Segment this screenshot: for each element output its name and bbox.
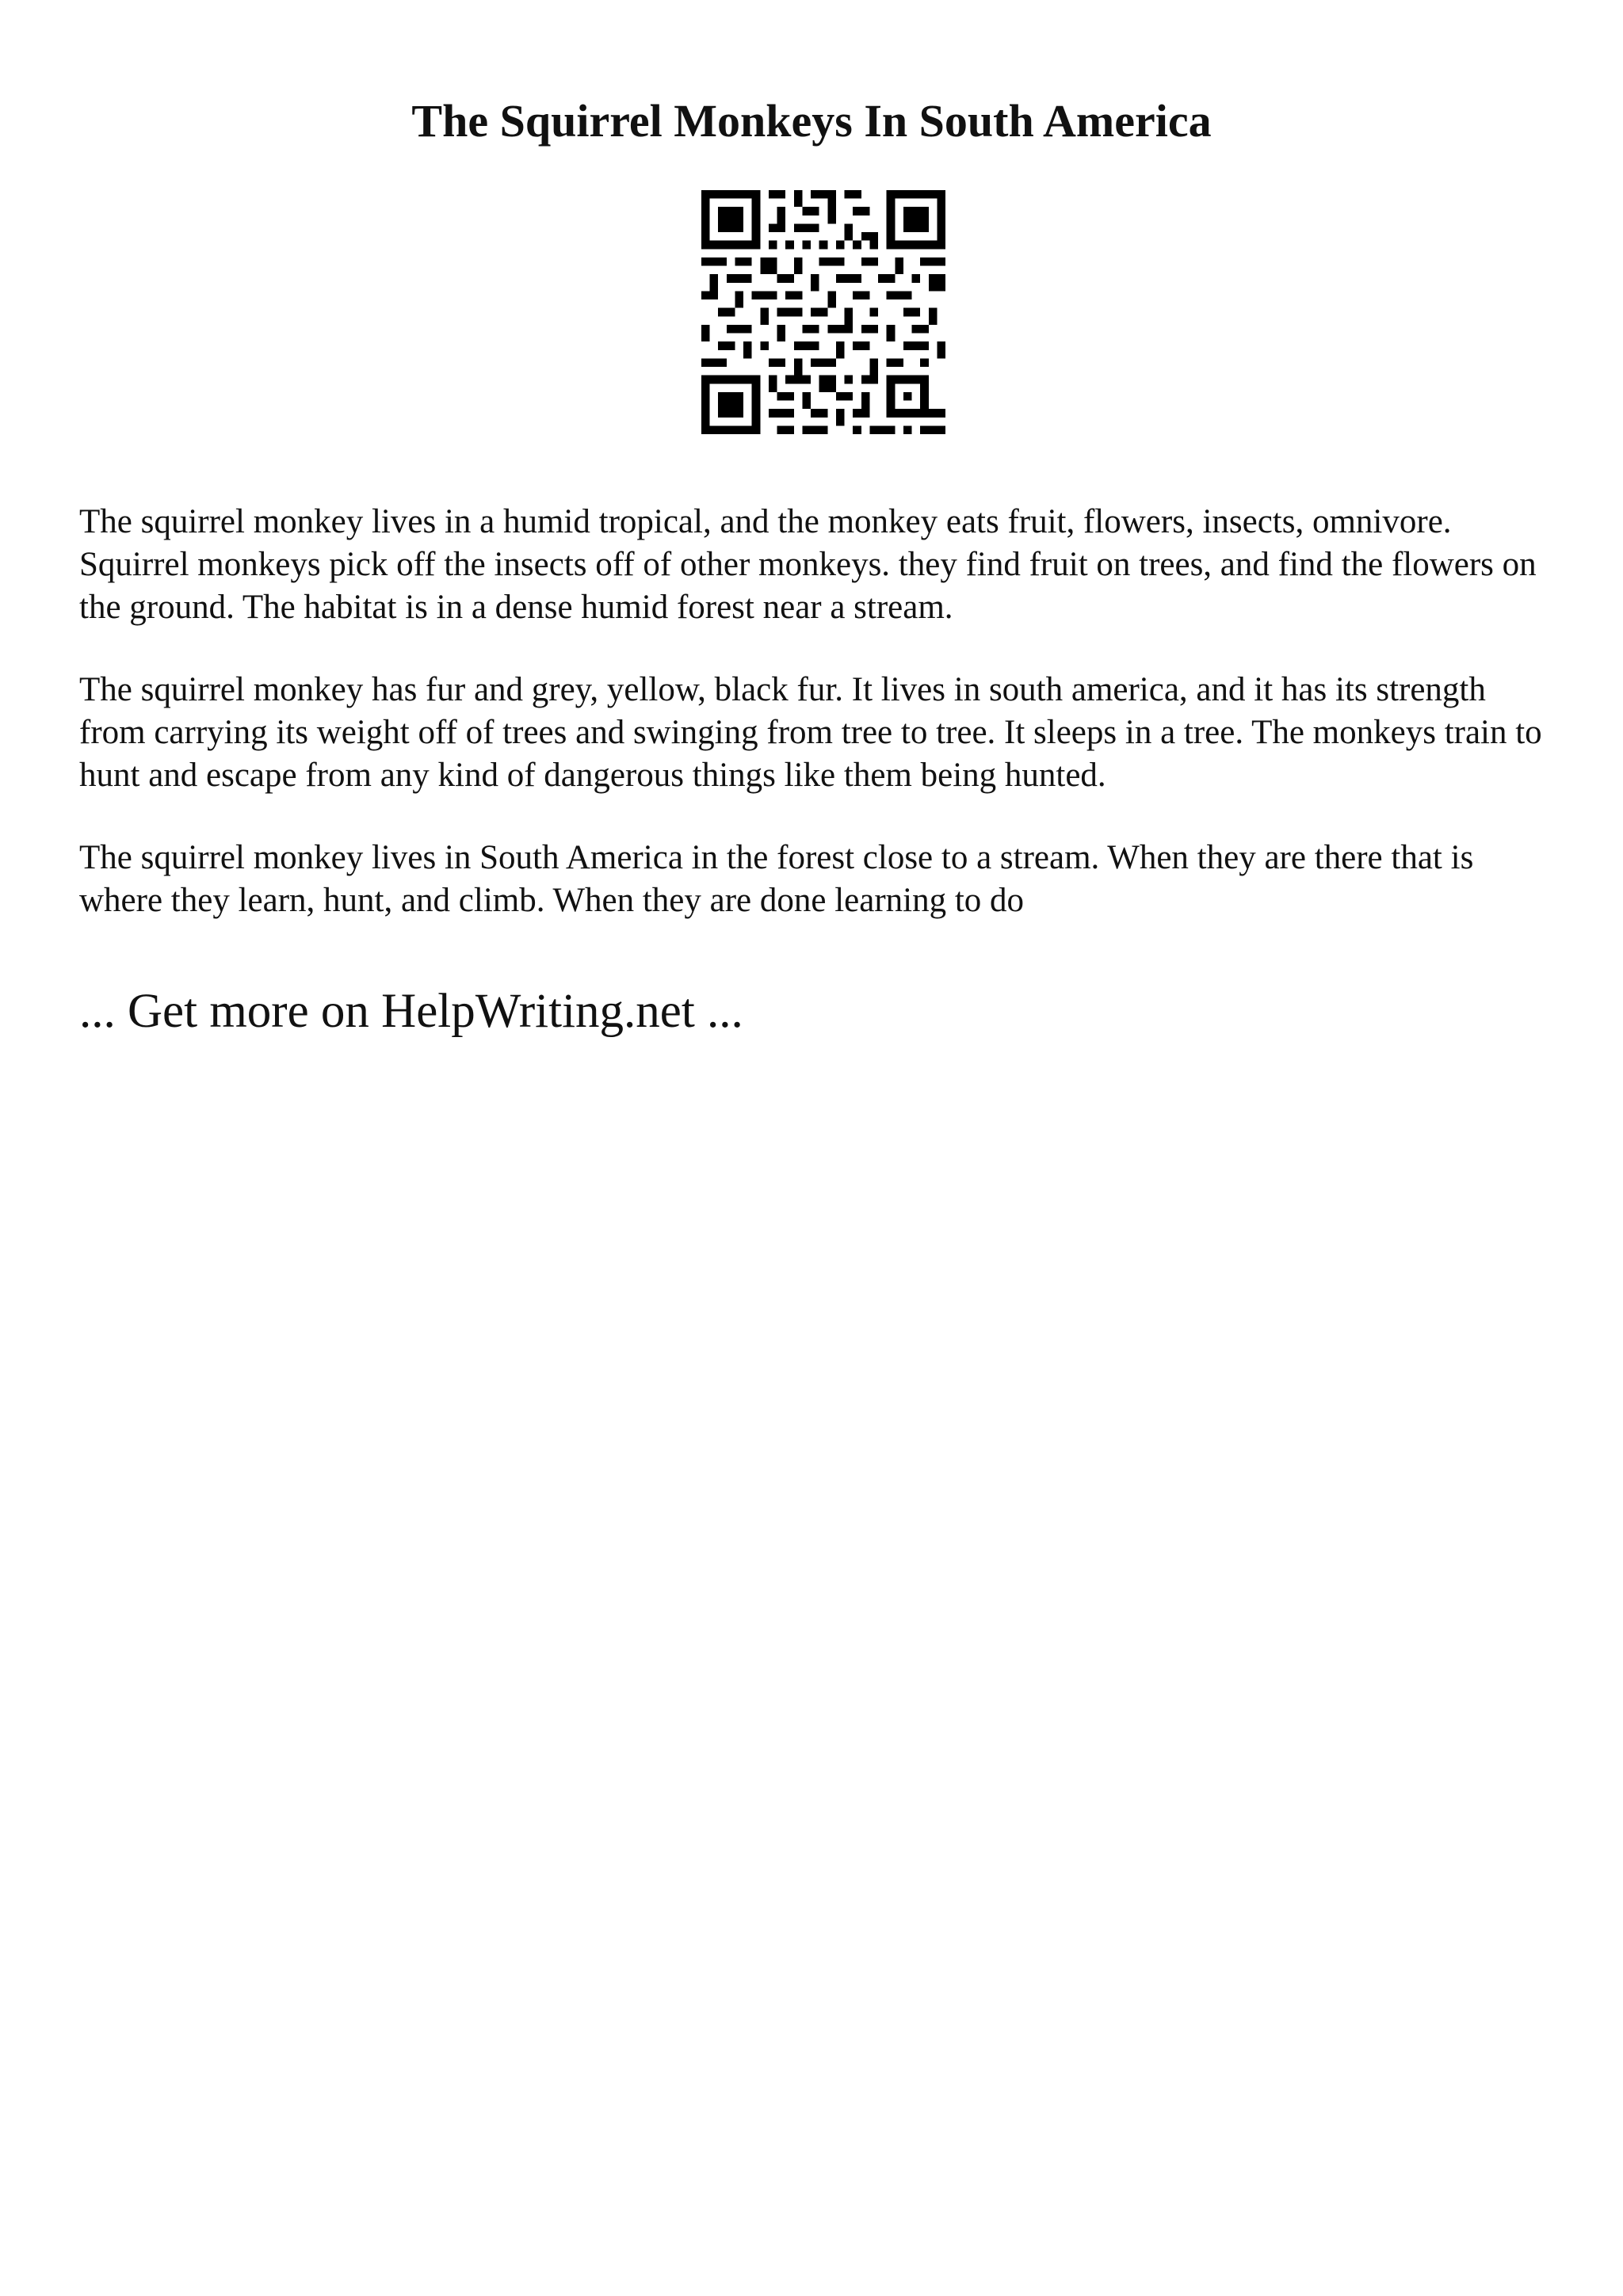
paragraph: The squirrel monkey lives in a humid tropical, and the monkey eats fruit, flowers, insects, omnivore. Squirrel monkeys pick off the insects off of other monkeys. they find fruit on trees, and find the flowers on the ground. The habitat is in a dense humid forest near a stream. <box>79 503 1537 626</box>
page-title: The Squirrel Monkeys In South America <box>411 95 1212 147</box>
paragraph: The squirrel monkey lives in South America in the forest close to a stream. When they are there that is where they learn, hunt, and climb. When they are done learning to do <box>79 839 1474 919</box>
get-more-link[interactable]: ... Get more on HelpWriting.net ... <box>79 985 743 1038</box>
body-text <box>79 501 1553 962</box>
qr-code[interactable] <box>701 190 945 434</box>
qr-code-icon <box>701 190 945 434</box>
paragraph: The squirrel monkey has fur and grey, yellow, black fur. It lives in south america, and it has its strength from carrying its weight off of trees and swinging from tree to tree. It sleeps in a tree. The monkeys train to hunt and escape from any kind of dangerous things like them being hunted. <box>79 671 1542 794</box>
